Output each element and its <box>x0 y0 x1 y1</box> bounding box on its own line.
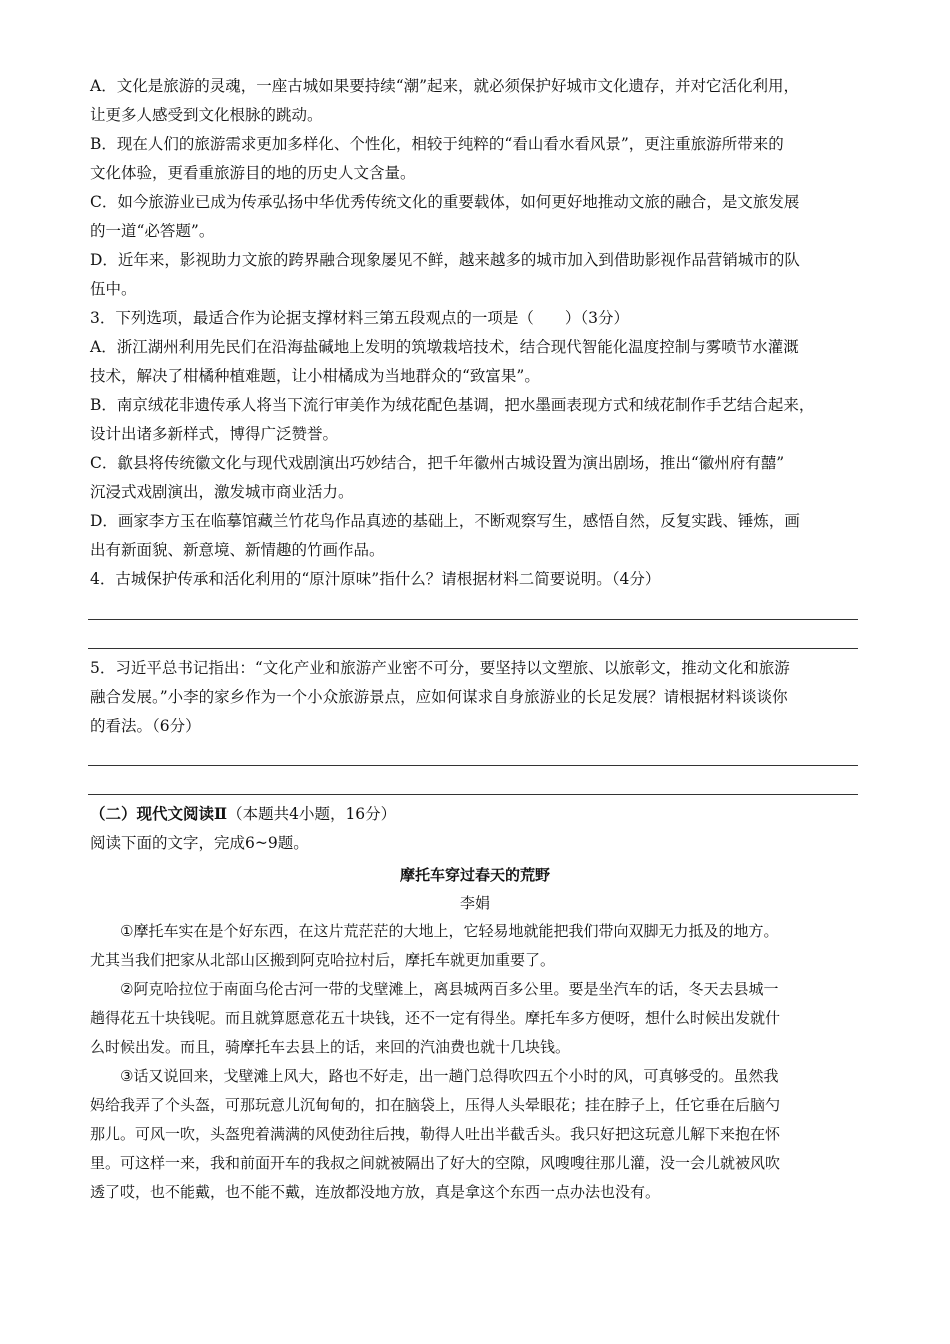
q2-option-d-line1: D．近年来，影视助力文旅的跨界融合现象屡见不鲜，越来越多的城市加入到借助影视作品营销城市的队 <box>90 251 800 269</box>
passage-author: 李娟 <box>459 894 490 912</box>
paragraph-1-line1: ①摩托车实在是个好东西，在这片荒茫茫的大地上，它轻易地就能把我们带向双脚无力抵及的地方。 <box>120 922 779 940</box>
q2-option-a-line2: 让更多人感受到文化根脉的跳动。 <box>90 106 323 124</box>
q5-answer-line-2[interactable] <box>88 794 858 795</box>
q4-answer-line-2[interactable] <box>88 648 858 649</box>
paragraph-3-line4: 里。可这样一来，我和前面开车的我叔之间就被隔出了好大的空隙，风嗖嗖往那儿灌，没一会儿就被风吹 <box>90 1154 781 1172</box>
q3-option-c-line2: 沉浸式戏剧演出，激发城市商业活力。 <box>90 483 354 501</box>
section2-heading: （二）现代文阅读Ⅱ <box>90 804 228 823</box>
q3-option-b-line2: 设计出诸多新样式，博得广泛赞誉。 <box>90 425 339 443</box>
q5-line1: 5．习近平总书记指出：“文化产业和旅游产业密不可分，要坚持以文塑旅、以旅彰文，推动文化和旅游 <box>90 659 790 677</box>
q2-option-a-line1: A．文化是旅游的灵魂，一座古城如果要持续“潮”起来，就必须保护好城市文化遗存，并对它活化利用， <box>90 77 800 95</box>
q5-answer-line-1[interactable] <box>88 765 858 766</box>
q5-line2: 融合发展。”小李的家乡作为一个小众旅游景点，应如何谋求自身旅游业的长足发展？请根据材料谈谈你 <box>90 688 788 706</box>
q2-option-d-line2: 伍中。 <box>90 280 137 298</box>
q3-option-b-line1: B．南京绒花非遗传承人将当下流行审美作为绒花配色基调，把水墨画表现方式和绒花制作手艺结合起来， <box>90 396 815 414</box>
paragraph-2-line3: 么时候出发。而且，骑摩托车去县上的话，来回的汽油费也就十几块钱。 <box>90 1038 571 1056</box>
q3-stem: 3．下列选项，最适合作为论据支撑材料三第五段观点的一项是（ ）（3分） <box>90 309 629 327</box>
q3-option-a-line1: A．浙江湖州利用先民们在沿海盐碱地上发明的筑墩栽培技术，结合现代智能化温度控制与雾喷节水灌溉 <box>90 338 799 356</box>
q2-option-b-line2: 文化体验，更看重旅游目的地的历史人文含量。 <box>90 164 416 182</box>
paragraph-3-line2: 妈给我弄了个头盔，可那玩意儿沉甸甸的，扣在脑袋上，压得人头晕眼花；挂在脖子上，任它垂在后脑勺 <box>90 1096 781 1114</box>
q3-option-d-line1: D．画家李方玉在临摹馆藏兰竹花鸟作品真迹的基础上，不断观察写生，感悟自然，反复实践、锤炼，画 <box>90 512 800 530</box>
section2-heading-note: （本题共4小题，16分） <box>227 805 397 823</box>
q2-option-b-line1: B．现在人们的旅游需求更加多样化、个性化，相较于纯粹的“看山看水看风景”，更注重旅游所带来的 <box>90 135 784 153</box>
q3-option-c-line1: C．歙县将传统徽文化与现代戏剧演出巧妙结合，把千年徽州古城设置为演出剧场，推出“徽州府有囍” <box>90 454 785 472</box>
q5-line3: 的看法。（6分） <box>90 717 201 735</box>
q4-stem: 4．古城保护传承和活化利用的“原汁原味”指什么？请根据材料二简要说明。（4分） <box>90 570 661 588</box>
q2-option-c-line2: 的一道“必答题”。 <box>90 222 215 240</box>
paragraph-3-line3: 那儿。可风一吹，头盔兜着满满的风使劲往后拽，勒得人吐出半截舌头。我只好把这玩意儿解下来抱在怀 <box>90 1125 781 1143</box>
section2-heading-row <box>90 804 396 824</box>
passage-title: 摩托车穿过春天的荒野 <box>399 866 550 884</box>
paragraph-2-line2: 趟得花五十块钱呢。而且就算愿意花五十块钱，还不一定有得坐。摩托车多方便呀，想什么时候出发就什 <box>90 1009 781 1027</box>
paragraph-1-line2: 尤其当我们把家从北部山区搬到阿克哈拉村后，摩托车就更加重要了。 <box>90 951 556 969</box>
q3-option-d-line2: 出有新面貌、新意境、新情趣的竹画作品。 <box>90 541 385 559</box>
q3-option-a-line2: 技术，解决了柑橘种植难题，让小柑橘成为当地群众的“致富果”。 <box>90 367 540 385</box>
q2-option-c-line1: C．如今旅游业已成为传承弘扬中华优秀传统文化的重要载体，如何更好地推动文旅的融合，是文旅发展 <box>90 193 800 211</box>
q4-answer-line-1[interactable] <box>88 619 858 620</box>
paragraph-3-line1: ③话又说回来，戈壁滩上风大，路也不好走，出一趟门总得吹四五个小时的风，可真够受的。虽然我 <box>120 1067 779 1085</box>
section2-instruction: 阅读下面的文字，完成6~9题。 <box>90 834 309 852</box>
paragraph-3-line5: 透了哎，也不能戴，也不能不戴，连放都没地方放，真是拿这个东西一点办法也没有。 <box>90 1183 661 1201</box>
paragraph-2-line1: ②阿克哈拉位于南面乌伦古河一带的戈壁滩上，离县城两百多公里。要是坐汽车的话，冬天去县城一 <box>120 980 779 998</box>
